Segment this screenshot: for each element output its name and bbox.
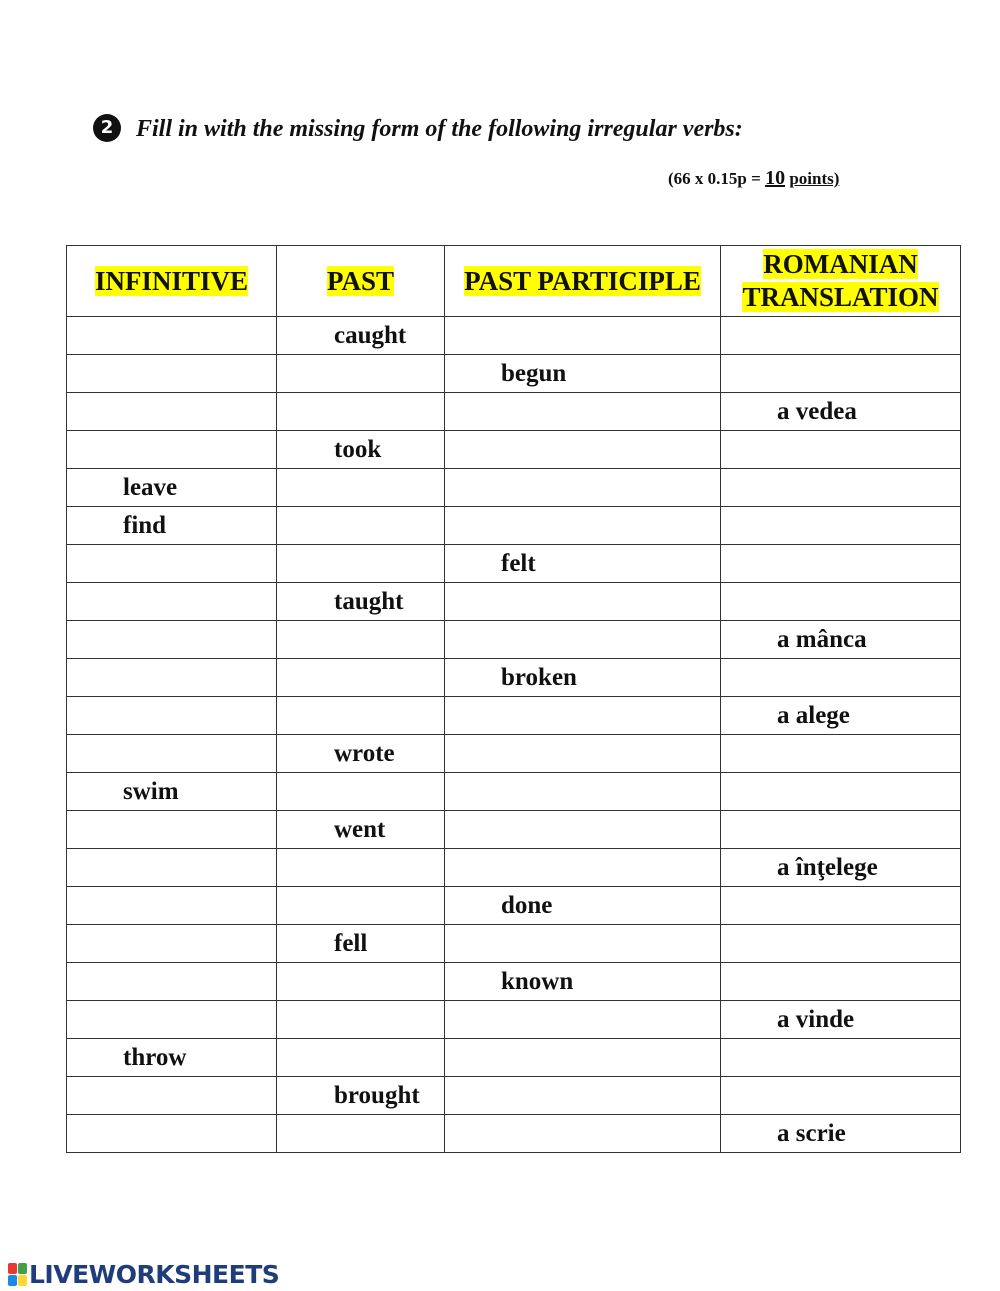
blank-answer-cell[interactable] [721, 1077, 961, 1115]
blank-answer-cell[interactable] [67, 925, 277, 963]
blank-answer-cell[interactable] [277, 697, 445, 735]
blank-answer-cell[interactable] [721, 545, 961, 583]
points-prefix: (66 x 0.15p = [668, 169, 766, 188]
verb-cell: felt [445, 545, 721, 583]
blank-answer-cell[interactable] [445, 811, 721, 849]
blank-answer-cell[interactable] [445, 773, 721, 811]
table-row [67, 1039, 961, 1077]
blank-answer-cell[interactable] [67, 1115, 277, 1153]
blank-answer-cell[interactable] [67, 963, 277, 1001]
blank-answer-cell[interactable] [67, 545, 277, 583]
blank-answer-cell[interactable] [721, 811, 961, 849]
verb-cell: brought [277, 1077, 445, 1115]
points-value: 10 [765, 167, 786, 189]
table-row [67, 545, 961, 583]
verb-cell: caught [277, 317, 445, 355]
verb-cell: a scrie [721, 1115, 961, 1153]
verb-cell: swim [67, 773, 277, 811]
task-instruction: Fill in with the missing form of the following irregular verbs: [136, 116, 743, 142]
blank-answer-cell[interactable] [67, 811, 277, 849]
blank-answer-cell[interactable] [277, 621, 445, 659]
table-row [67, 355, 961, 393]
table-row [67, 659, 961, 697]
liveworksheets-logo [8, 1259, 279, 1289]
blank-answer-cell[interactable] [277, 355, 445, 393]
blank-answer-cell[interactable] [445, 1115, 721, 1153]
blank-answer-cell[interactable] [67, 735, 277, 773]
blank-answer-cell[interactable] [445, 393, 721, 431]
verb-cell: wrote [277, 735, 445, 773]
liveworksheets-brand-text: LIVEWORKSHEETS [29, 1259, 280, 1289]
blank-answer-cell[interactable] [277, 1001, 445, 1039]
blank-answer-cell[interactable] [277, 469, 445, 507]
table-row [67, 507, 961, 545]
header-infinitive [67, 246, 277, 317]
table-row [67, 849, 961, 887]
points-unit: points) [789, 169, 840, 188]
blank-answer-cell[interactable] [445, 1039, 721, 1077]
blank-answer-cell[interactable] [445, 431, 721, 469]
blank-answer-cell[interactable] [445, 735, 721, 773]
table-row [67, 697, 961, 735]
blank-answer-cell[interactable] [67, 849, 277, 887]
blank-answer-cell[interactable] [445, 621, 721, 659]
header-past [277, 246, 445, 317]
table-row [67, 583, 961, 621]
verb-cell: known [445, 963, 721, 1001]
blank-answer-cell[interactable] [721, 317, 961, 355]
blank-answer-cell[interactable] [445, 1077, 721, 1115]
blank-answer-cell[interactable] [721, 963, 961, 1001]
table-row [67, 925, 961, 963]
header-translation-label: TRANSLATION [742, 282, 939, 312]
blank-answer-cell[interactable] [277, 1039, 445, 1077]
verb-cell: throw [67, 1039, 277, 1077]
table-row [67, 735, 961, 773]
blank-answer-cell[interactable] [721, 773, 961, 811]
task-number-icon: 2 [93, 114, 121, 142]
blank-answer-cell[interactable] [721, 355, 961, 393]
table-body [67, 317, 961, 1153]
blank-answer-cell[interactable] [277, 1115, 445, 1153]
verb-cell: taught [277, 583, 445, 621]
blank-answer-cell[interactable] [721, 659, 961, 697]
header-past-participle-label: PAST PARTICIPLE [464, 265, 701, 296]
verb-cell: fell [277, 925, 445, 963]
table-row [67, 1115, 961, 1153]
blank-answer-cell[interactable] [67, 697, 277, 735]
blank-answer-cell[interactable] [67, 1077, 277, 1115]
blank-answer-cell[interactable] [277, 545, 445, 583]
blank-answer-cell[interactable] [277, 507, 445, 545]
blank-answer-cell[interactable] [277, 773, 445, 811]
header-romanian-label: ROMANIAN [763, 249, 918, 279]
header-past-participle [445, 246, 721, 317]
blank-answer-cell[interactable] [67, 621, 277, 659]
liveworksheets-logo-icon [8, 1263, 27, 1286]
table-row [67, 1077, 961, 1115]
verb-cell: find [67, 507, 277, 545]
verb-cell: done [445, 887, 721, 925]
points-note [668, 167, 839, 190]
verb-cell: took [277, 431, 445, 469]
table-row [67, 621, 961, 659]
blank-answer-cell[interactable] [445, 507, 721, 545]
verb-cell: leave [67, 469, 277, 507]
table-row [67, 317, 961, 355]
table-row [67, 431, 961, 469]
blank-answer-cell[interactable] [721, 1039, 961, 1077]
blank-answer-cell[interactable] [277, 393, 445, 431]
blank-answer-cell[interactable] [721, 887, 961, 925]
blank-answer-cell[interactable] [721, 583, 961, 621]
table-row [67, 811, 961, 849]
blank-answer-cell[interactable] [445, 849, 721, 887]
blank-answer-cell[interactable] [445, 1001, 721, 1039]
verb-cell: a înţelege [721, 849, 961, 887]
blank-answer-cell[interactable] [445, 697, 721, 735]
table-row [67, 393, 961, 431]
blank-answer-cell[interactable] [445, 469, 721, 507]
verb-cell: a vinde [721, 1001, 961, 1039]
table-header-row [67, 246, 961, 317]
blank-answer-cell[interactable] [67, 659, 277, 697]
blank-answer-cell[interactable] [277, 887, 445, 925]
blank-answer-cell[interactable] [721, 431, 961, 469]
blank-answer-cell[interactable] [721, 925, 961, 963]
irregular-verbs-table [66, 245, 961, 1153]
blank-answer-cell[interactable] [67, 317, 277, 355]
verb-cell: broken [445, 659, 721, 697]
blank-answer-cell[interactable] [445, 317, 721, 355]
header-infinitive-label: INFINITIVE [94, 265, 249, 296]
blank-answer-cell[interactable] [67, 583, 277, 621]
blank-answer-cell[interactable] [277, 659, 445, 697]
verb-cell: went [277, 811, 445, 849]
header-romanian-translation [721, 246, 961, 317]
blank-answer-cell[interactable] [445, 583, 721, 621]
verb-cell: a alege [721, 697, 961, 735]
blank-answer-cell[interactable] [67, 431, 277, 469]
blank-answer-cell[interactable] [445, 925, 721, 963]
table-row [67, 887, 961, 925]
blank-answer-cell[interactable] [721, 735, 961, 773]
blank-answer-cell[interactable] [67, 393, 277, 431]
header-past-label: PAST [326, 265, 394, 296]
blank-answer-cell[interactable] [67, 887, 277, 925]
verb-cell: a vedea [721, 393, 961, 431]
verb-cell: a mânca [721, 621, 961, 659]
table-row [67, 469, 961, 507]
blank-answer-cell[interactable] [277, 849, 445, 887]
blank-answer-cell[interactable] [721, 507, 961, 545]
table-row [67, 773, 961, 811]
blank-answer-cell[interactable] [67, 355, 277, 393]
blank-answer-cell[interactable] [67, 1001, 277, 1039]
blank-answer-cell[interactable] [277, 963, 445, 1001]
table-row [67, 963, 961, 1001]
verb-cell: begun [445, 355, 721, 393]
blank-answer-cell[interactable] [721, 469, 961, 507]
table-row [67, 1001, 961, 1039]
